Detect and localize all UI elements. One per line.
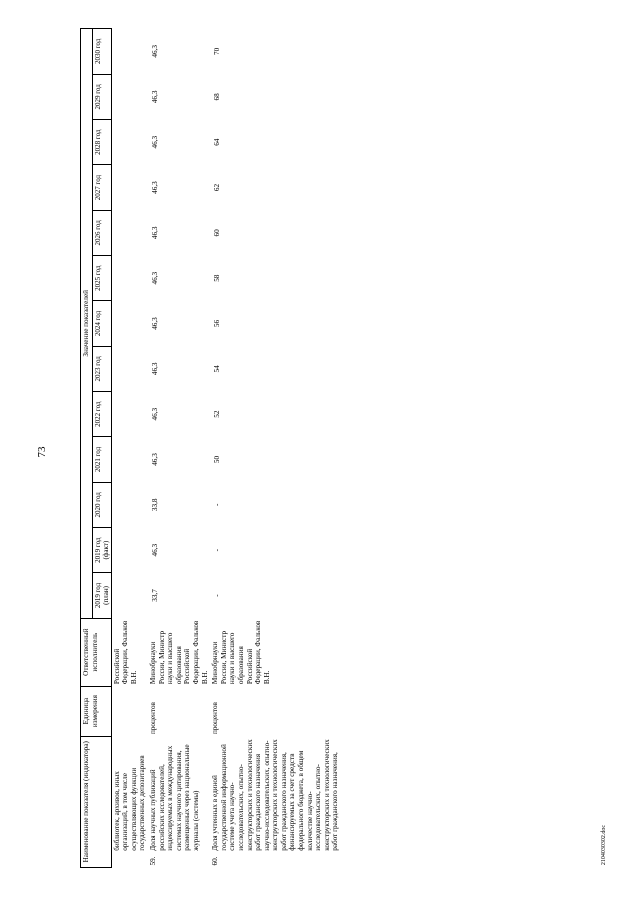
- row-index: 59.: [148, 856, 157, 866]
- header-indicator-name: Наименование показателя (индикатора): [81, 736, 112, 867]
- row-unit: процентов: [211, 702, 220, 735]
- header-year-2019-fact: 2019 год (факт): [92, 527, 111, 572]
- row-value: [111, 210, 148, 255]
- indicators-table: [80, 28, 341, 868]
- header-year-2029: 2029 год: [92, 74, 111, 119]
- row-value: 46,3: [150, 407, 159, 421]
- header-year-2027: 2027 год: [92, 165, 111, 210]
- row-value: [111, 165, 148, 210]
- row-value: -: [213, 594, 222, 597]
- footer-doc-code: 2104030302.doc: [601, 824, 607, 866]
- row-value: 46,3: [150, 90, 159, 104]
- row-value: 46,3: [150, 453, 159, 466]
- header-unit: Единица измерения: [81, 686, 112, 736]
- row-value: [111, 29, 148, 75]
- page-number: 73: [36, 446, 48, 458]
- row-value: [111, 527, 148, 572]
- table-row: [148, 29, 210, 868]
- row-value: 46,3: [150, 135, 159, 149]
- row-value: 46,3: [150, 317, 159, 330]
- header-year-2028: 2028 год: [92, 120, 111, 165]
- row-value: [111, 573, 148, 618]
- header-year-2019-plan: 2019 год (план): [92, 573, 111, 618]
- row-value: 64: [213, 138, 222, 146]
- row-value: [111, 482, 148, 527]
- row-responsible: Российской Федерации, Фальков В.Н.: [112, 620, 138, 685]
- row-index: [111, 853, 148, 868]
- row-value: 50: [213, 455, 222, 464]
- row-value: -: [213, 548, 222, 552]
- row-indicator-name: Доля учтенных в единой государственной информационной системе учета научно-исследовательских, опытно-конструкторских и технологических работ гражданского назначения научно-исследовательских, опытно-конструкторских и технологических работ гражданского назначения, финансируемых за счет средств федерального бюджета, в общем количестве научно-исследовательских, опытно-конструкторских и технологических работ гражданского назначения,: [211, 739, 340, 851]
- row-value: 58: [213, 274, 222, 282]
- row-value: 46,3: [150, 362, 159, 376]
- row-value: [111, 301, 148, 346]
- row-value: 68: [213, 93, 222, 101]
- header-year-2030: 2030 год: [92, 29, 111, 75]
- header-year-2021: 2021 год: [92, 437, 111, 482]
- row-value: [111, 437, 148, 482]
- row-value: 46,3: [150, 271, 159, 285]
- row-responsible: Минобрнауки России, Министр науки и высшего образования Российской Федерации, Фальков В.Н.: [211, 620, 271, 685]
- row-value: 70: [213, 47, 222, 55]
- row-index: 60.: [211, 856, 220, 866]
- row-unit: процентов: [148, 702, 157, 735]
- header-year-2020: 2020 год: [92, 482, 111, 527]
- row-value: 54: [213, 365, 222, 373]
- header-year-2023: 2023 год: [92, 346, 111, 391]
- row-value: 46,3: [150, 181, 159, 194]
- row-value: [111, 346, 148, 391]
- header-values-group: Значение показателей: [81, 29, 93, 619]
- row-value: -: [213, 503, 222, 507]
- row-unit: [111, 686, 148, 736]
- table-row: [210, 29, 341, 868]
- header-year-2026: 2026 год: [92, 210, 111, 255]
- row-value: 60: [213, 229, 222, 237]
- row-value: 46,3: [150, 45, 159, 58]
- header-year-2024: 2024 год: [92, 301, 111, 346]
- row-value: [111, 120, 148, 165]
- header-year-2022: 2022 год: [92, 392, 111, 437]
- row-value: 33,8: [150, 498, 159, 512]
- row-indicator-name: библиотек, архивов, иных организаций, в том числе осуществляющих функции государственных депозитариев: [112, 755, 147, 851]
- row-value: 46,3: [150, 226, 159, 240]
- row-value: 62: [213, 183, 222, 192]
- row-value: [111, 256, 148, 301]
- header-responsible: Ответственный исполнитель: [81, 618, 112, 686]
- row-value: [111, 392, 148, 437]
- row-value: 33,7: [150, 589, 159, 602]
- row-value: [111, 74, 148, 119]
- header-year-2025: 2025 год: [92, 256, 111, 301]
- row-value: 52: [213, 410, 222, 418]
- row-value: 46,3: [150, 543, 159, 557]
- table-row: [111, 29, 148, 868]
- row-value: 56: [213, 319, 222, 328]
- row-indicator-name: Доля научных публикаций российских исследователей, индексируемых в международных системах научного цитирования, размещенных через национальные журналы (системы): [148, 744, 200, 851]
- row-responsible: Минобрнауки России, Министр науки и высшего образования Российской Федерации, Фальков В.Н.: [148, 620, 209, 685]
